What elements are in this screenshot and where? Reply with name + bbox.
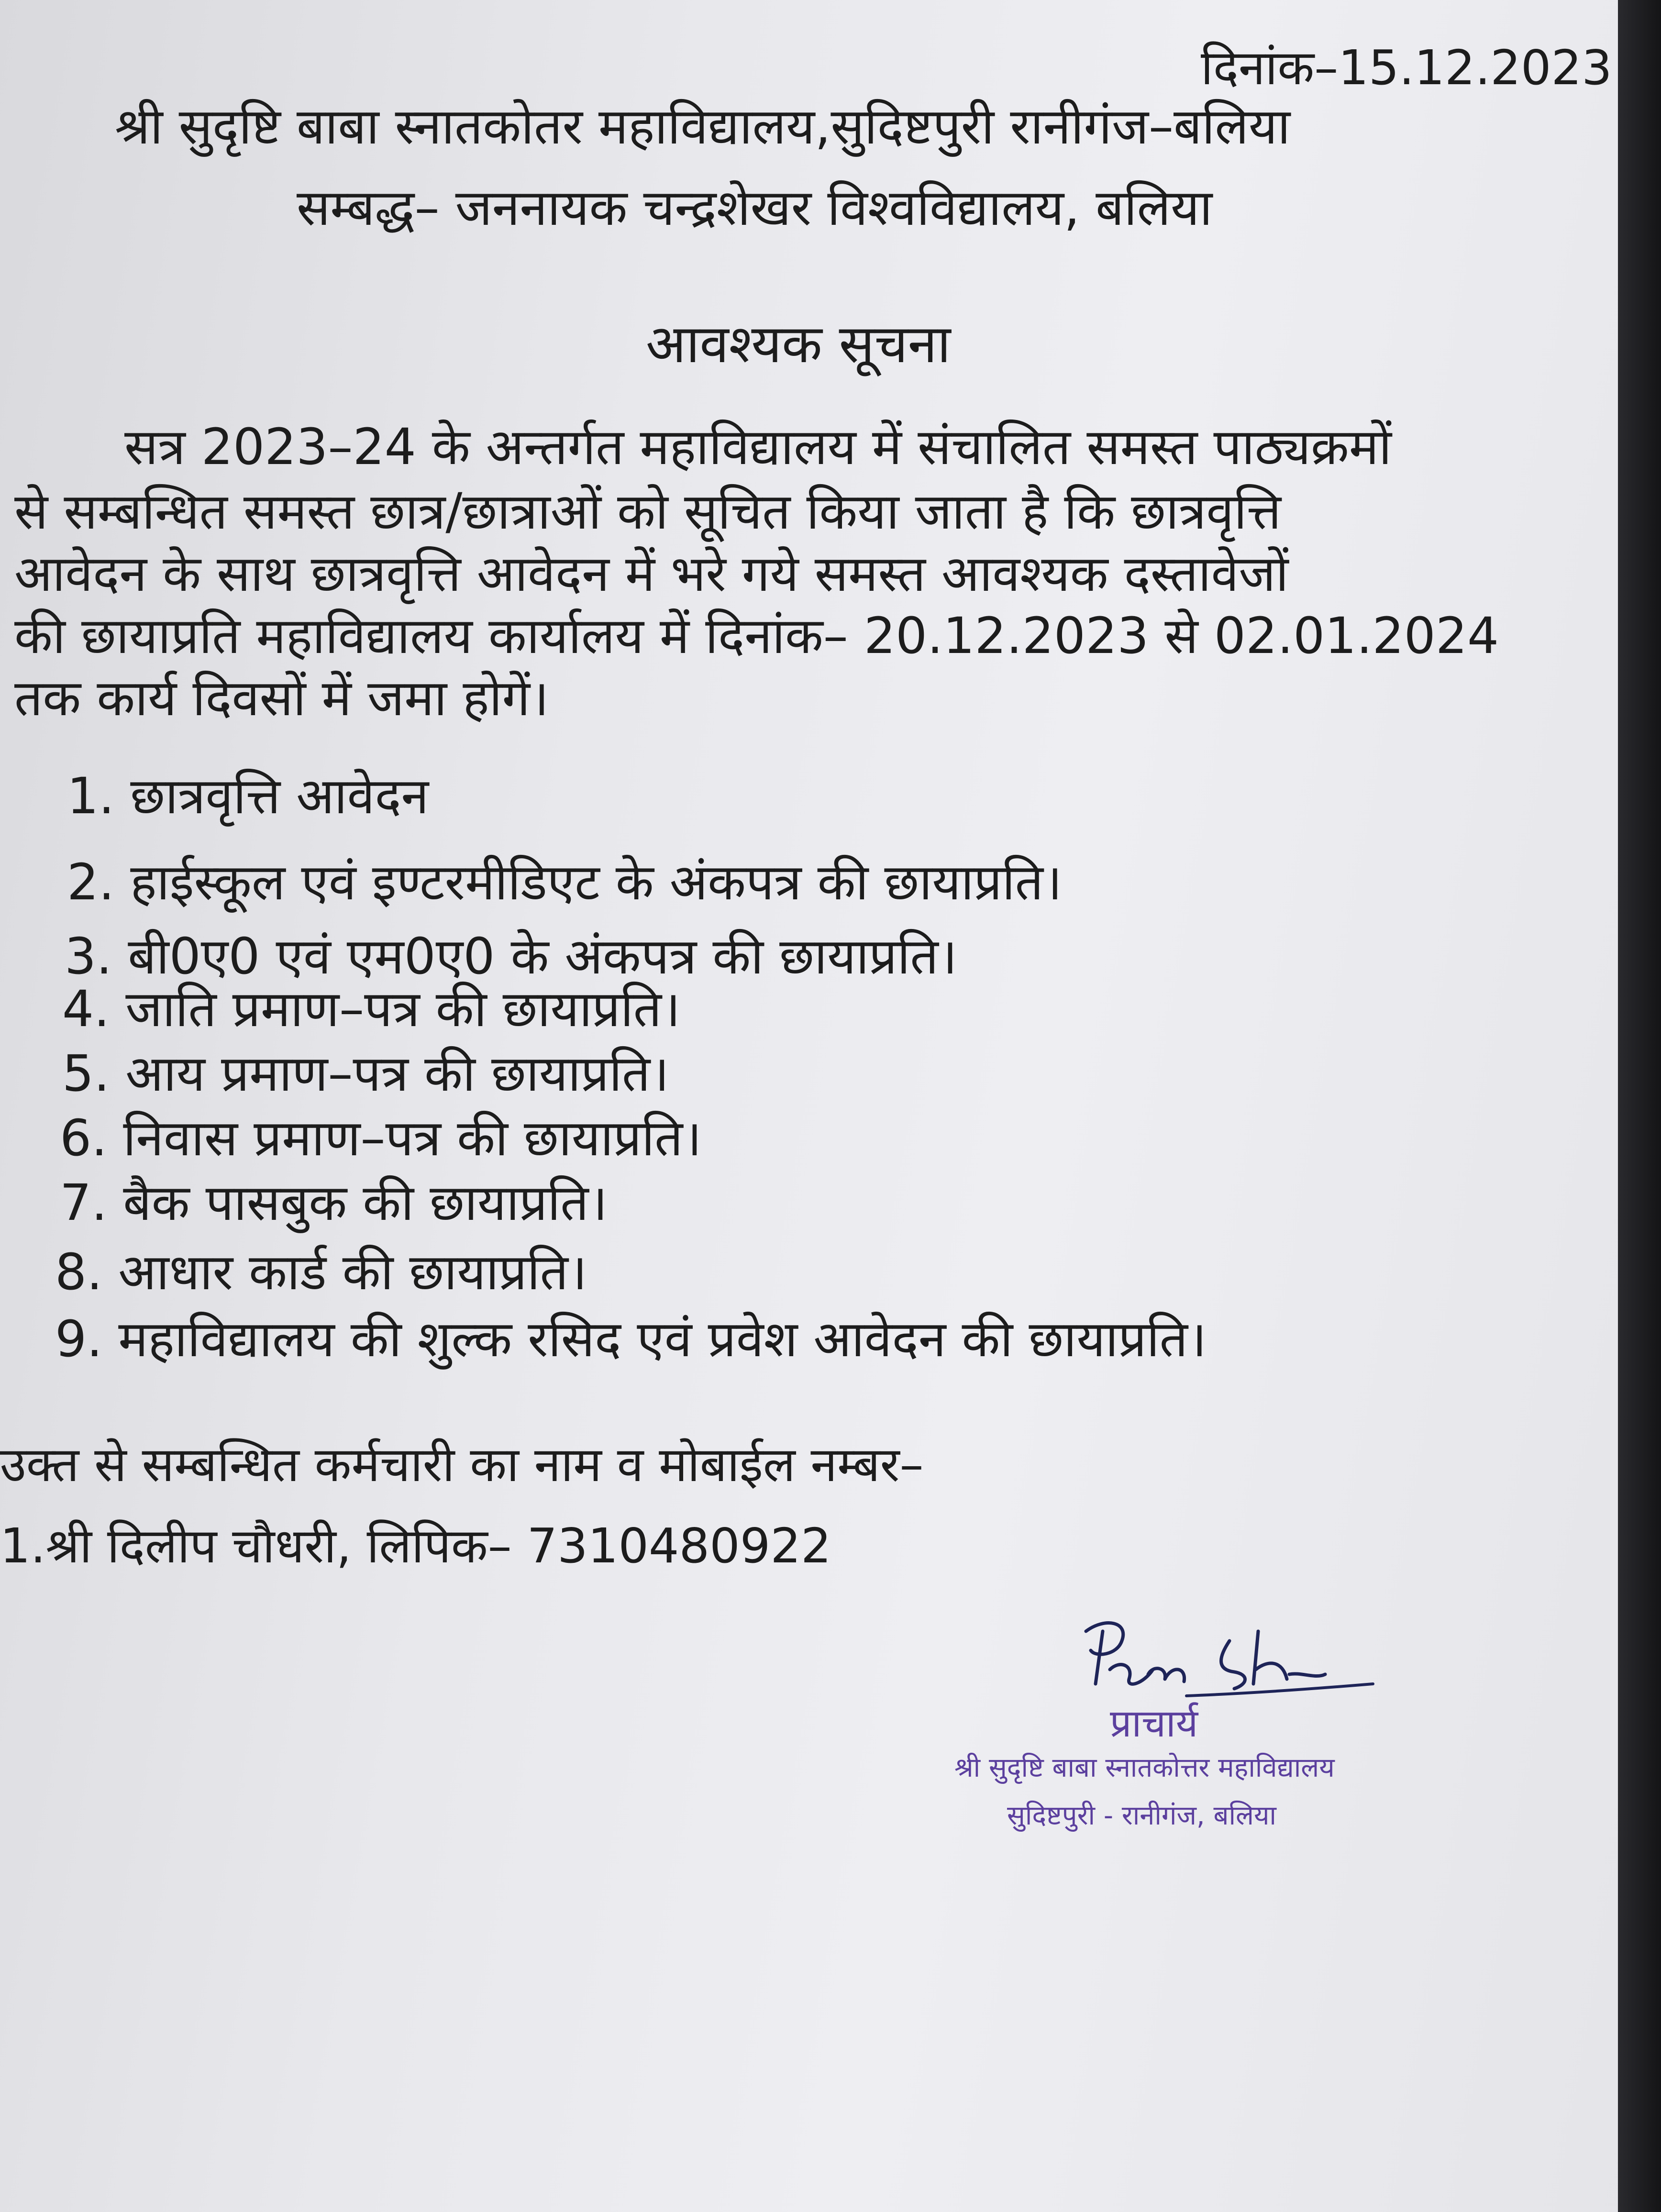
document-item-1: 1. छात्रवृत्ति आवेदन bbox=[67, 767, 429, 825]
document-item-9: 9. महाविद्यालय की शुल्क रसिद एवं प्रवेश आवेदन की छायाप्रति। bbox=[55, 1310, 1207, 1368]
document-item-4: 4. जाति प्रमाण–पत्र की छायाप्रति। bbox=[62, 980, 681, 1038]
stamp-address-line: सुदिष्टपुरी - रानीगंज, बलिया bbox=[1007, 1800, 1276, 1831]
paragraph-line-4: की छायाप्रति महाविद्यालय कार्यालय में दिनांक– 20.12.2023 से 02.01.2024 bbox=[14, 607, 1499, 665]
document-item-8: 8. आधार कार्ड की छायाप्रति। bbox=[55, 1243, 587, 1301]
background-dark-edge bbox=[1618, 0, 1661, 2212]
college-name: श्री सुदृष्टि बाबा स्नातकोतर महाविद्यालय,सुदिष्टपुरी रानीगंज–बलिया bbox=[115, 97, 1291, 155]
stamp-college-line: श्री सुदृष्टि बाबा स्नातकोत्तर महाविद्यालय bbox=[954, 1752, 1335, 1783]
paragraph-line-2: से सम्बन्धित समस्त छात्र/छात्राओं को सूचित किया जाता है कि छात्रवृत्ति bbox=[14, 482, 1282, 541]
university-affiliation: सम्बद्ध– जननायक चन्द्रशेखर विश्वविद्यालय, बलिया bbox=[297, 178, 1213, 237]
document-item-5: 5. आय प्रमाण–पत्र की छायाप्रति। bbox=[62, 1044, 669, 1103]
contact-heading: उक्त से सम्बन्धित कर्मचारी का नाम व मोबाईल नम्बर– bbox=[0, 1437, 924, 1493]
stamp-title: प्राचार्य bbox=[1110, 1701, 1198, 1746]
document-item-3: 3. बी0ए0 एवं एम0ए0 के अंकपत्र की छायाप्रति। bbox=[65, 927, 958, 985]
notice-date: दिनांक–15.12.2023 bbox=[1201, 40, 1612, 96]
contact-person: 1.श्री दिलीप चौधरी, लिपिक– 7310480922 bbox=[0, 1518, 831, 1574]
document-item-7: 7. बैक पासबुक की छायाप्रति। bbox=[60, 1173, 608, 1232]
document-item-6: 6. निवास प्रमाण–पत्र की छायाप्रति। bbox=[60, 1109, 702, 1167]
notice-title: आवश्यक सूचना bbox=[646, 313, 951, 375]
paragraph-line-1: सत्र 2023–24 के अन्तर्गत महाविद्यालय में संचालित समस्त पाठ्यक्रमों bbox=[124, 418, 1392, 476]
paragraph-line-3: आवेदन के साथ छात्रवृत्ति आवेदन में भरे गये समस्त आवश्यक दस्तावेजों bbox=[14, 544, 1289, 603]
paragraph-line-5: तक कार्य दिवसों में जमा होगें। bbox=[14, 669, 549, 727]
document-item-2: 2. हाईस्कूल एवं इण्टरमीडिएट के अंकपत्र की छायाप्रति। bbox=[67, 853, 1063, 911]
